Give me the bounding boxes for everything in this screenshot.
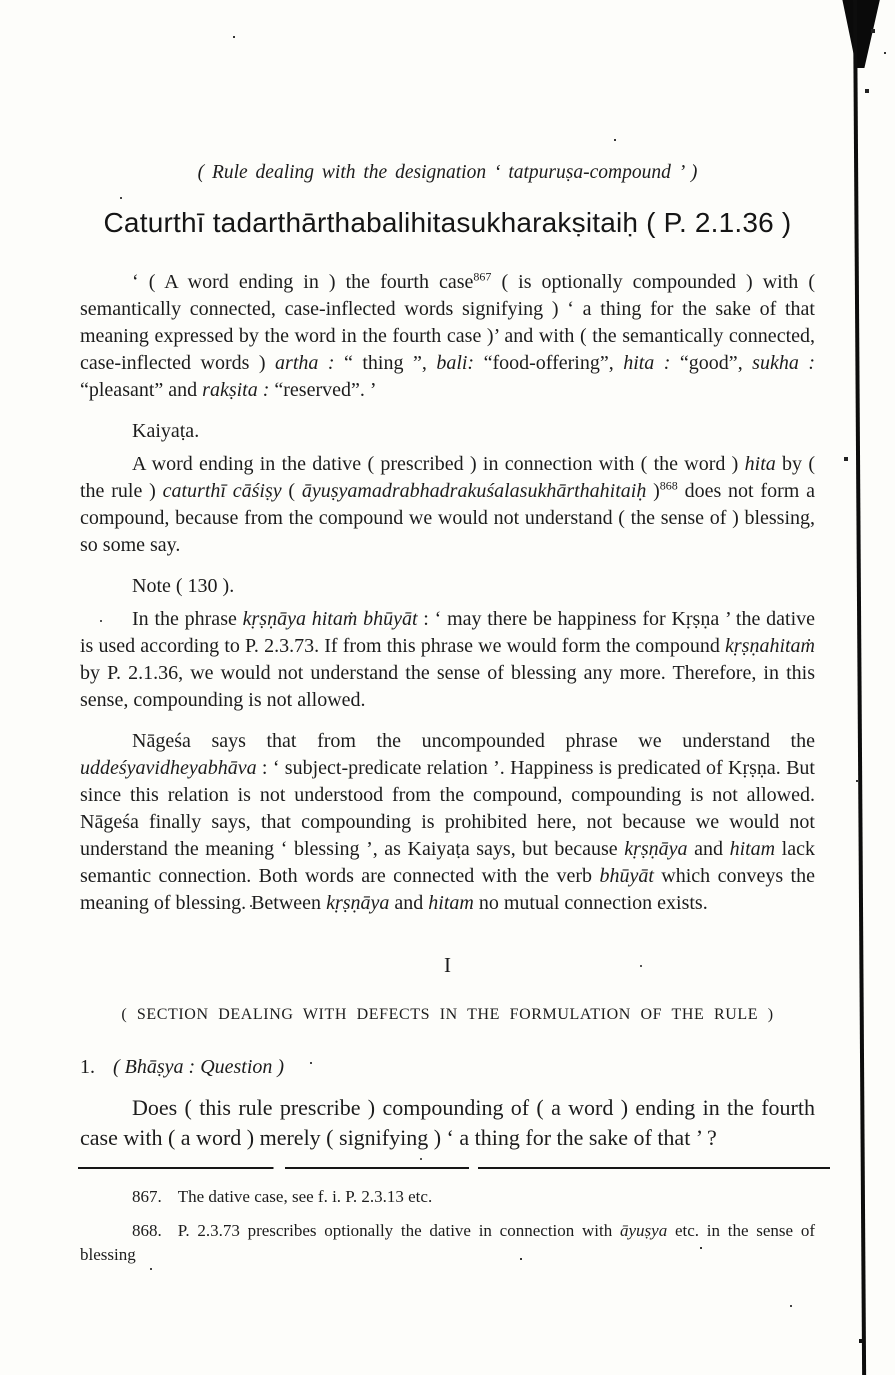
footnote-number: 868. bbox=[132, 1221, 162, 1240]
footnote-868 bbox=[80, 1219, 815, 1267]
kaiyata-paragraph: A word ending in the dative ( prescribed ) in connection with ( the word ) hita by ( the rule ) caturthī cāśiṣy ( āyuṣyamadrabhadrakuśalasukhārthahitaiḥ )$^{868}$ does not form a compound, because from the compound we would not understand ( the sense of ) blessing, so some say. bbox=[80, 453, 815, 556]
footnote-text: The dative case, see f. i. P. 2.3.13 etc. bbox=[177, 1187, 433, 1206]
question-paragraph: Does ( this rule prescribe ) compounding of ( a word ) ending in the fourth case with ( a word ) merely ( signifying ) ‘ a thing for the sake of that ’ ? bbox=[80, 1095, 815, 1150]
item-number: 1. bbox=[80, 1056, 95, 1078]
bhasya-item-heading bbox=[80, 1054, 815, 1081]
footnote-number: 867. bbox=[132, 1187, 162, 1206]
sutra-title: Caturthī tadarthārthabalihitasukharakṣitaiḥ ( P. 2.1.36 ) bbox=[103, 207, 792, 238]
rule-designation-note: ( Rule dealing with the designation ‘ tatpuruṣa-compound ’ ) bbox=[197, 162, 698, 183]
footnote-text: P. 2.3.73 prescribes optionally the dative in connection with āyuṣya etc. in the sense of blessing bbox=[80, 1221, 815, 1264]
translation-paragraph: ‘ ( A word ending in ) the fourth case$^{867}$ ( is optionally compounded ) with ( semantically connected, case-inflected words signifying ) ‘ a thing for the sake of that meaning expressed by the word in the fourth case )’ and with ( the semantically connected, case-inflected words ) artha : “ thing ”, bali: “food-offering”, hita : “good”, sukha : “pleasant” and rakṣita : “reserved”. ’ bbox=[80, 269, 815, 401]
note-paragraph: In the phrase kṛṣṇāya hitaṁ bhūyāt : ‘ may there be happiness for Kṛṣṇa ’ the dative is used according to P. 2.3.73. If from this phrase we would form the compound kṛṣṇahitaṁ by P. 2.1.36, we would not understand the sense of blessing any more. Therefore, in this sense, compounding is not allowed. bbox=[80, 608, 816, 711]
section-number: I bbox=[444, 953, 451, 977]
scan-noise-dots bbox=[0, 0, 2, 2]
note-heading: Note ( 130 ). bbox=[132, 575, 235, 597]
item-heading-text: ( Bhāṣya : Question ) bbox=[113, 1056, 285, 1078]
kaiyata-heading: Kaiyaṭa. bbox=[132, 420, 200, 442]
nagesa-paragraph: Nāgeśa says that from the uncompounded phrase we understand the uddeśyavidheyabhāva : ‘ subject-predicate relation ’. Happiness is predicated of Kṛṣṇa. But since this relation is not understood from the compound, compounding is not allowed. Nāgeśa finally says, that compounding is prohibited here, not because we would not understand the meaning ‘ blessing ’, as Kaiyaṭa says, but because kṛṣṇāya and hitam lack semantic connection. Both words are connected with the verb bhūyāt which conveys the meaning of blessing. Between kṛṣṇāya and hitam no mutual connection exists. bbox=[80, 730, 815, 914]
footnote-separator-rule bbox=[78, 1167, 830, 1169]
footnote-867 bbox=[80, 1185, 815, 1209]
section-heading: ( SECTION DEALING WITH DEFECTS IN THE FORMULATION OF THE RULE ) bbox=[121, 1006, 774, 1023]
footnotes-block bbox=[80, 1185, 815, 1267]
